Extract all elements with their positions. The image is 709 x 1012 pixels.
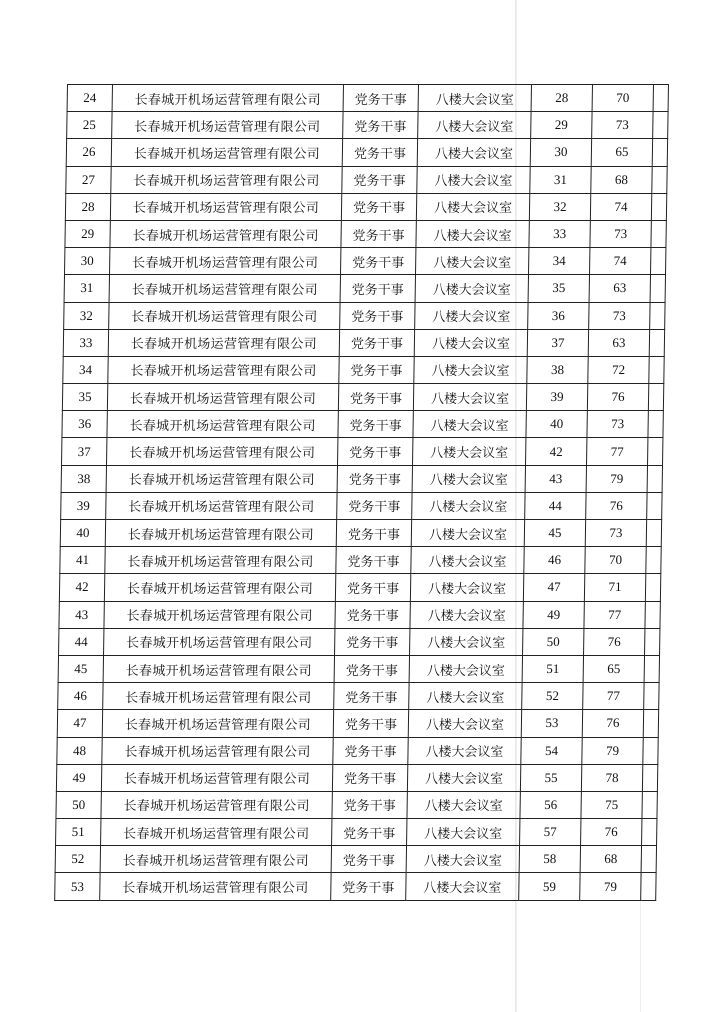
empty-cell [649, 329, 664, 356]
company-name: 长春城开机场运营管理有限公司 [107, 438, 338, 465]
empty-cell [650, 275, 665, 302]
company-name: 长春城开机场运营管理有限公司 [103, 683, 334, 710]
exam-room: 八楼大会议室 [414, 356, 527, 383]
company-name: 长春城开机场运营管理有限公司 [111, 166, 342, 193]
company-name: 长春城开机场运营管理有限公司 [109, 275, 340, 302]
score: 65 [591, 139, 652, 166]
seat-number: 31 [530, 166, 591, 193]
seat-number: 51 [522, 655, 583, 682]
position-title: 党务干事 [339, 356, 414, 383]
position-title: 党务干事 [337, 465, 412, 492]
empty-cell [648, 438, 663, 465]
exam-room: 八楼大会议室 [418, 85, 531, 112]
exam-room: 八楼大会议室 [410, 574, 523, 601]
position-title: 党务干事 [341, 248, 416, 275]
empty-cell [652, 139, 667, 166]
empty-cell [645, 628, 660, 655]
score: 74 [590, 248, 651, 275]
table-row [63, 356, 664, 383]
seat-number: 30 [530, 139, 591, 166]
table-row [59, 628, 660, 655]
exam-room: 八楼大会议室 [418, 112, 531, 139]
row-number: 33 [63, 329, 108, 356]
exam-room: 八楼大会议室 [408, 710, 521, 737]
company-name: 长春城开机场运营管理有限公司 [109, 302, 340, 329]
empty-cell [644, 683, 659, 710]
table-row [67, 112, 668, 139]
score: 73 [589, 302, 650, 329]
empty-cell [646, 547, 661, 574]
table-row [62, 384, 663, 411]
position-title: 党务干事 [338, 438, 413, 465]
empty-cell [643, 710, 658, 737]
seat-number: 52 [522, 683, 583, 710]
exam-room: 八楼大会议室 [413, 411, 526, 438]
row-number: 39 [61, 492, 106, 519]
row-number: 44 [59, 628, 104, 655]
candidate-table [54, 84, 669, 901]
company-name: 长春城开机场运营管理有限公司 [107, 384, 338, 411]
exam-room: 八楼大会议室 [415, 302, 528, 329]
exam-room: 八楼大会议室 [406, 846, 519, 873]
row-number: 42 [59, 574, 104, 601]
score: 65 [583, 655, 644, 682]
score: 63 [589, 275, 650, 302]
exam-room: 八楼大会议室 [416, 193, 529, 220]
score: 77 [583, 683, 644, 710]
company-name: 长春城开机场运营管理有限公司 [112, 112, 343, 139]
row-number: 24 [67, 85, 112, 112]
company-name: 长春城开机场运营管理有限公司 [103, 655, 334, 682]
seat-number: 32 [529, 193, 590, 220]
score: 68 [580, 846, 641, 873]
empty-cell [648, 411, 663, 438]
position-title: 党务干事 [333, 710, 408, 737]
score: 77 [587, 438, 648, 465]
row-number: 37 [62, 438, 107, 465]
table-row [64, 302, 665, 329]
company-name: 长春城开机场运营管理有限公司 [105, 520, 336, 547]
position-title: 党务干事 [332, 791, 407, 818]
seat-number: 34 [529, 248, 590, 275]
exam-room: 八楼大会议室 [415, 275, 528, 302]
seat-number: 40 [526, 411, 587, 438]
row-number: 43 [59, 601, 104, 628]
company-name: 长春城开机场运营管理有限公司 [104, 628, 335, 655]
exam-room: 八楼大会议室 [416, 220, 529, 247]
score: 70 [592, 85, 653, 112]
company-name: 长春城开机场运营管理有限公司 [104, 574, 335, 601]
seat-number: 35 [528, 275, 589, 302]
company-name: 长春城开机场运营管理有限公司 [105, 547, 336, 574]
exam-room: 八楼大会议室 [406, 873, 519, 900]
row-number: 36 [62, 411, 107, 438]
position-title: 党务干事 [331, 873, 406, 900]
seat-number: 50 [523, 628, 584, 655]
score: 73 [590, 220, 651, 247]
row-number: 47 [57, 710, 102, 737]
table-row [56, 819, 657, 846]
exam-room: 八楼大会议室 [408, 737, 521, 764]
row-number: 28 [65, 193, 110, 220]
seat-number: 55 [520, 764, 581, 791]
table-row [64, 275, 665, 302]
company-name: 长春城开机场运营管理有限公司 [102, 710, 333, 737]
position-title: 党务干事 [342, 139, 417, 166]
exam-room: 八楼大会议室 [409, 655, 522, 682]
empty-cell [642, 819, 657, 846]
score: 79 [580, 873, 641, 900]
company-name: 长春城开机场运营管理有限公司 [108, 356, 339, 383]
empty-cell [646, 520, 661, 547]
exam-room: 八楼大会议室 [409, 683, 522, 710]
table-row [61, 492, 662, 519]
row-number: 45 [58, 655, 103, 682]
table-row [65, 220, 666, 247]
score: 73 [587, 411, 648, 438]
exam-room: 八楼大会议室 [411, 547, 524, 574]
row-number: 25 [67, 112, 112, 139]
exam-room: 八楼大会议室 [412, 492, 525, 519]
company-name: 长春城开机场运营管理有限公司 [112, 85, 343, 112]
row-number: 50 [56, 791, 101, 818]
exam-room: 八楼大会议室 [414, 329, 527, 356]
position-title: 党务干事 [331, 846, 406, 873]
company-name: 长春城开机场运营管理有限公司 [104, 601, 335, 628]
position-title: 党务干事 [343, 85, 418, 112]
row-number: 29 [65, 220, 110, 247]
empty-cell [645, 574, 660, 601]
row-number: 51 [56, 819, 101, 846]
score: 78 [581, 764, 642, 791]
table-row [56, 764, 657, 791]
exam-room: 八楼大会议室 [410, 601, 523, 628]
table-row [59, 574, 660, 601]
company-name: 长春城开机场运营管理有限公司 [102, 737, 333, 764]
company-name: 长春城开机场运营管理有限公司 [101, 764, 332, 791]
row-number: 26 [66, 139, 111, 166]
table-row [57, 737, 658, 764]
empty-cell [641, 846, 656, 873]
table-row [66, 166, 667, 193]
table-row [66, 139, 667, 166]
table-row [55, 873, 656, 900]
exam-room: 八楼大会议室 [412, 465, 525, 492]
score: 76 [584, 628, 645, 655]
seat-number: 53 [521, 710, 582, 737]
seat-number: 36 [528, 302, 589, 329]
score: 76 [581, 819, 642, 846]
table-row [63, 329, 664, 356]
company-name: 长春城开机场运营管理有限公司 [100, 873, 331, 900]
company-name: 长春城开机场运营管理有限公司 [101, 819, 332, 846]
seat-number: 54 [521, 737, 582, 764]
row-number: 40 [60, 520, 105, 547]
exam-room: 八楼大会议室 [417, 166, 530, 193]
score: 71 [584, 574, 645, 601]
empty-cell [647, 492, 662, 519]
empty-cell [648, 384, 663, 411]
score: 77 [584, 601, 645, 628]
seat-number: 46 [524, 547, 585, 574]
company-name: 长春城开机场运营管理有限公司 [111, 139, 342, 166]
position-title: 党务干事 [335, 574, 410, 601]
score: 75 [581, 791, 642, 818]
table-row [58, 655, 659, 682]
score: 76 [586, 492, 647, 519]
company-name: 长春城开机场运营管理有限公司 [108, 329, 339, 356]
empty-cell [651, 193, 666, 220]
seat-number: 44 [525, 492, 586, 519]
empty-cell [653, 85, 668, 112]
company-name: 长春城开机场运营管理有限公司 [107, 411, 338, 438]
row-number: 27 [66, 166, 111, 193]
company-name: 长春城开机场运营管理有限公司 [110, 193, 341, 220]
seat-number: 49 [523, 601, 584, 628]
score: 68 [591, 166, 652, 193]
position-title: 党务干事 [332, 764, 407, 791]
score: 72 [588, 356, 649, 383]
table-row [62, 411, 663, 438]
empty-cell [649, 356, 664, 383]
seat-number: 43 [525, 465, 586, 492]
position-title: 党务干事 [335, 601, 410, 628]
position-title: 党务干事 [336, 547, 411, 574]
exam-room: 八楼大会议室 [417, 139, 530, 166]
table-row [59, 601, 660, 628]
table-row [61, 465, 662, 492]
table-row [65, 193, 666, 220]
score: 63 [588, 329, 649, 356]
table-row [55, 846, 656, 873]
empty-cell [647, 465, 662, 492]
row-number: 53 [55, 873, 100, 900]
position-title: 党务干事 [341, 220, 416, 247]
position-title: 党务干事 [338, 384, 413, 411]
empty-cell [642, 764, 657, 791]
seat-number: 28 [531, 85, 592, 112]
seat-number: 47 [523, 574, 584, 601]
exam-room: 八楼大会议室 [407, 791, 520, 818]
empty-cell [642, 791, 657, 818]
row-number: 38 [61, 465, 106, 492]
row-number: 49 [56, 764, 101, 791]
row-number: 48 [57, 737, 102, 764]
seat-number: 33 [529, 220, 590, 247]
position-title: 党务干事 [334, 683, 409, 710]
row-number: 32 [64, 302, 109, 329]
position-title: 党务干事 [332, 819, 407, 846]
company-name: 长春城开机场运营管理有限公司 [101, 791, 332, 818]
seat-number: 42 [526, 438, 587, 465]
score: 79 [586, 465, 647, 492]
table-row [56, 791, 657, 818]
company-name: 长春城开机场运营管理有限公司 [110, 248, 341, 275]
table-row [60, 520, 661, 547]
table-row [57, 710, 658, 737]
empty-cell [653, 112, 668, 139]
row-number: 34 [63, 356, 108, 383]
seat-number: 59 [519, 873, 580, 900]
position-title: 党务干事 [334, 655, 409, 682]
score: 76 [582, 710, 643, 737]
score: 73 [585, 520, 646, 547]
row-number: 46 [58, 683, 103, 710]
empty-cell [651, 220, 666, 247]
row-number: 31 [64, 275, 109, 302]
company-name: 长春城开机场运营管理有限公司 [106, 465, 337, 492]
empty-cell [650, 302, 665, 329]
company-name: 长春城开机场运营管理有限公司 [100, 846, 331, 873]
position-title: 党务干事 [341, 193, 416, 220]
empty-cell [644, 655, 659, 682]
score: 79 [582, 737, 643, 764]
exam-room: 八楼大会议室 [413, 384, 526, 411]
exam-room: 八楼大会议室 [410, 628, 523, 655]
table-row [58, 683, 659, 710]
position-title: 党务干事 [333, 737, 408, 764]
position-title: 党务干事 [343, 112, 418, 139]
exam-room: 八楼大会议室 [413, 438, 526, 465]
seat-number: 56 [520, 791, 581, 818]
empty-cell [641, 873, 656, 900]
position-title: 党务干事 [338, 411, 413, 438]
score: 76 [587, 384, 648, 411]
row-number: 30 [65, 248, 110, 275]
position-title: 党务干事 [342, 166, 417, 193]
candidate-table-body [55, 85, 669, 901]
table-row [62, 438, 663, 465]
position-title: 党务干事 [340, 275, 415, 302]
seat-number: 38 [527, 356, 588, 383]
score: 73 [592, 112, 653, 139]
position-title: 党务干事 [336, 520, 411, 547]
table-row [65, 248, 666, 275]
seat-number: 37 [527, 329, 588, 356]
position-title: 党务干事 [335, 628, 410, 655]
row-number: 35 [62, 384, 107, 411]
empty-cell [651, 248, 666, 275]
company-name: 长春城开机场运营管理有限公司 [110, 220, 341, 247]
seat-number: 29 [531, 112, 592, 139]
score: 74 [590, 193, 651, 220]
empty-cell [643, 737, 658, 764]
seat-number: 58 [519, 846, 580, 873]
exam-room: 八楼大会议室 [416, 248, 529, 275]
position-title: 党务干事 [339, 329, 414, 356]
position-title: 党务干事 [337, 492, 412, 519]
seat-number: 45 [524, 520, 585, 547]
seat-number: 57 [520, 819, 581, 846]
company-name: 长春城开机场运营管理有限公司 [106, 492, 337, 519]
table-row [60, 547, 661, 574]
exam-room: 八楼大会议室 [407, 819, 520, 846]
empty-cell [645, 601, 660, 628]
row-number: 52 [55, 846, 100, 873]
table-row [67, 85, 668, 112]
seat-number: 39 [526, 384, 587, 411]
position-title: 党务干事 [340, 302, 415, 329]
empty-cell [652, 166, 667, 193]
exam-room: 八楼大会议室 [411, 520, 524, 547]
row-number: 41 [60, 547, 105, 574]
score: 70 [585, 547, 646, 574]
exam-room: 八楼大会议室 [407, 764, 520, 791]
